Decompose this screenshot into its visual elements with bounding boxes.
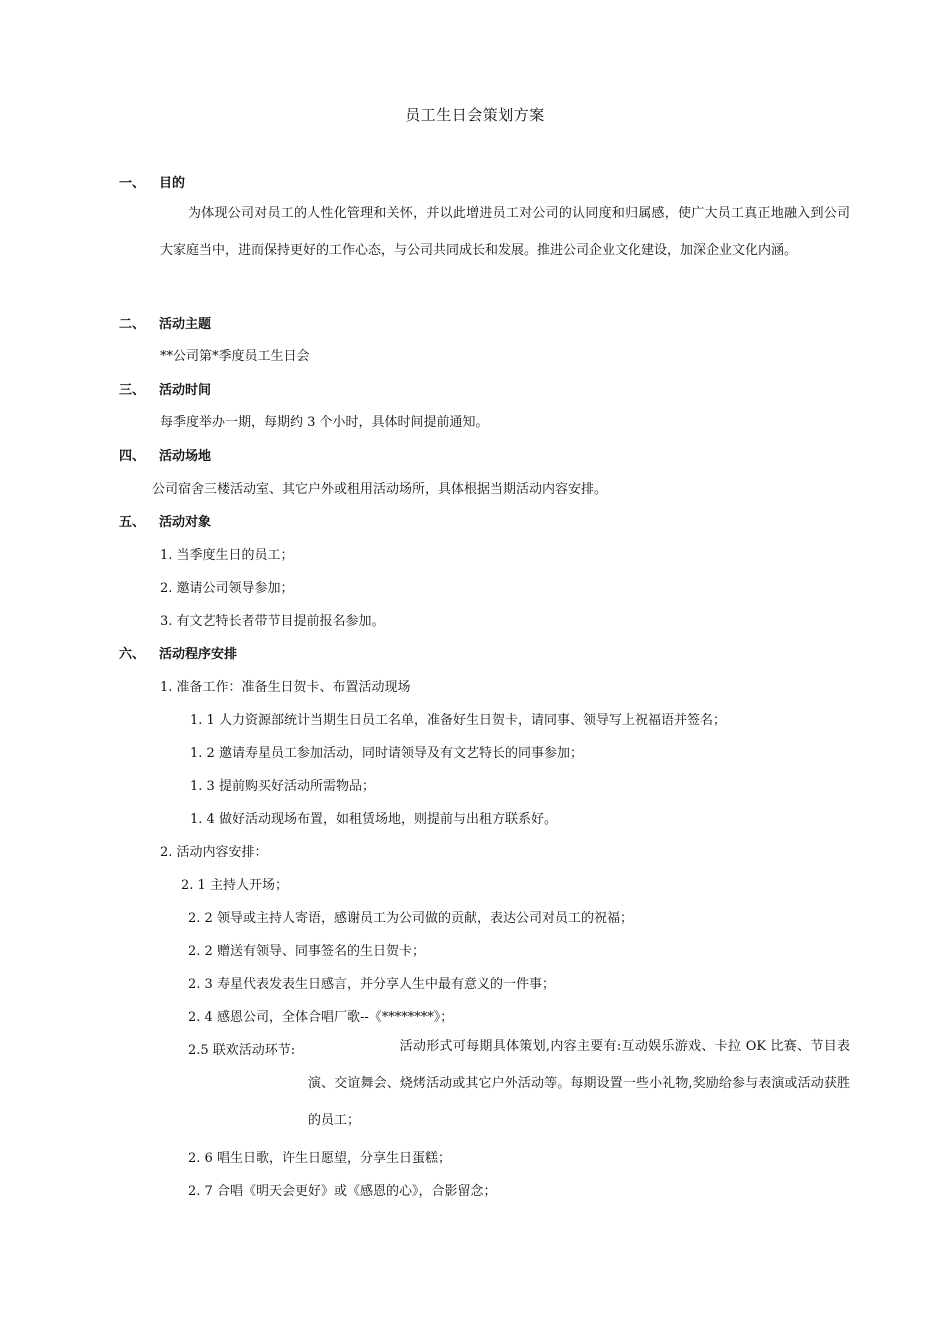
theme-text: **公司第*季度员工生日会	[160, 349, 310, 364]
prep-item: 1. 4 做好活动现场布置，如租赁场地，则提前与出租方联系好。	[190, 812, 557, 827]
content-item: 2. 2 领导或主持人寄语，感谢员工为公司做的贡献，表达公司对员工的祝福；	[188, 911, 633, 926]
content-item: 2. 1 主持人开场；	[181, 878, 288, 893]
venue-text: 公司宿舍三楼活动室、其它户外或租用活动场所，具体根据当期活动内容安排。	[152, 482, 608, 497]
prep-item: 1. 2 邀请寿星员工参加活动，同时请领导及有文艺特长的同事参加；	[190, 746, 583, 761]
content-item: 2. 4 感恩公司，全体合唱厂歌--《********》；	[188, 1010, 454, 1025]
section-heading-4	[119, 445, 211, 464]
time-text: 每季度举办一期，每期约 3 个小时，具体时间提前通知。	[160, 415, 489, 430]
section-number: 二、	[119, 317, 146, 332]
content-item: 2. 3 寿星代表发表生日感言，并分享人生中最有意义的一件事；	[188, 977, 555, 992]
content-item: 2. 2 赠送有领导、同事签名的生日贺卡；	[188, 944, 425, 959]
target-item: 2. 邀请公司领导参加；	[160, 581, 294, 596]
purpose-paragraph: 为体现公司对员工的人性化管理和关怀，并以此增进员工对公司的认同度和归属感，使广大员工真正地融入到公司大家庭当中，进而保持更好的工作心态，与公司共同成长和发展。推进公司企业文化建设，加深企业文化内涵。	[160, 206, 850, 258]
section-title: 目的	[159, 176, 186, 191]
section-number: 三、	[119, 383, 146, 398]
content-item: 2. 6 唱生日歌，许生日愿望，分享生日蛋糕；	[188, 1151, 451, 1166]
document-title: 员工生日会策划方案	[405, 106, 545, 124]
content-item-text: 活动形式可每期具体策划,内容主要有:互动娱乐游戏、卡拉 OK 比赛、节目表演、交谊舞会、烧烤活动或其它户外活动等。每期设置一些小礼物,奖励给参与表演或活动获胜的员工；	[308, 1039, 850, 1128]
section-heading-3	[119, 379, 211, 398]
section-number: 六、	[119, 647, 146, 662]
content-heading: 2. 活动内容安排：	[160, 845, 268, 860]
section-heading-5	[119, 511, 211, 530]
content-item-body	[308, 1028, 850, 1139]
content-item: 2. 7 合唱《明天会更好》或《感恩的心》，合影留念；	[188, 1184, 497, 1199]
section-title: 活动对象	[159, 515, 212, 530]
section-number: 五、	[119, 515, 146, 530]
content-item-lead: 2.5 联欢活动环节:	[188, 1043, 296, 1058]
section-title: 活动程序安排	[159, 647, 238, 662]
prep-item: 1. 3 提前购买好活动所需物品；	[190, 779, 375, 794]
section-title: 活动主题	[159, 317, 212, 332]
prep-heading: 1. 准备工作：准备生日贺卡、布置活动现场	[160, 680, 411, 695]
section-number: 一、	[119, 176, 146, 191]
prep-item: 1. 1 人力资源部统计当期生日员工名单，准备好生日贺卡，请同事、领导写上祝福语并签名；	[190, 713, 726, 728]
section-number: 四、	[119, 449, 146, 464]
target-item: 1. 当季度生日的员工；	[160, 548, 294, 563]
section-title: 活动时间	[159, 383, 212, 398]
section-heading-1	[119, 172, 185, 191]
target-item: 3. 有文艺特长者带节目提前报名参加。	[160, 614, 385, 629]
section-title: 活动场地	[159, 449, 212, 464]
section-heading-2	[119, 313, 211, 332]
section-heading-6	[119, 643, 237, 662]
